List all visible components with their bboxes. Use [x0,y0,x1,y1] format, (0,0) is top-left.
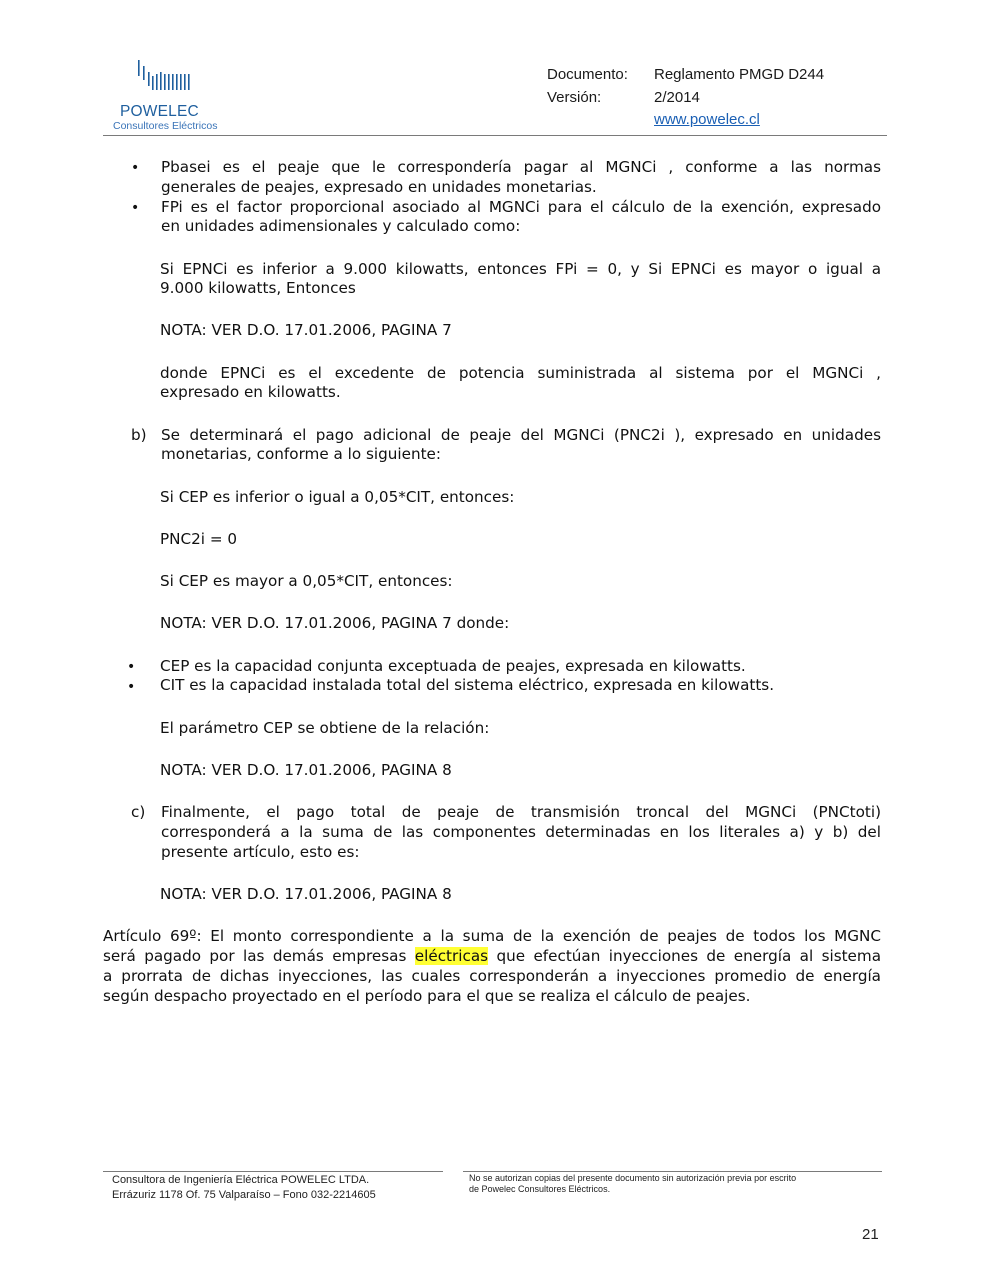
bullet-icon: • [131,200,140,216]
epnci-condition-line1: Si EPNCi es inferior a 9.000 kilowatts, entonces FPi = 0, y Si EPNCi es mayor o igual a [160,260,881,278]
bullet-icon: • [131,160,140,176]
articulo-69-line1: Artículo 69º: El monto correspondiente a la suma de la exención de peajes de todos los MGNC [103,927,881,945]
item-b-marker: b) [131,426,147,444]
footer-divider-left [103,1171,443,1172]
footer-notice-line2: de Powelec Consultores Eléctricos. [469,1184,611,1194]
logo-subtitle: Consultores Eléctricos [113,120,218,132]
articulo-69-line4: según despacho proyectado en el período para el que se realiza el cálculo de peajes. [103,987,751,1005]
item-c-line2: corresponderá a la suma de las componentes determinadas en los literales a) y b) del [161,823,881,841]
documento-label: Documento: [547,66,628,83]
header-divider [103,135,887,136]
articulo-69-line2 [103,946,881,966]
epnci-condition-line2: 9.000 kilowatts, Entonces [160,279,356,297]
articulo-69-line3: a prorrata de dichas inyecciones, las cuales corresponderán a inyecciones promedio de energía [103,967,881,985]
logo-bars-icon [136,60,196,96]
epnci-definition-line2: expresado en kilowatts. [160,383,341,401]
version-value: 2/2014 [654,89,700,106]
footer-divider-right [463,1171,882,1172]
footer-address: Errázuriz 1178 Of. 75 Valparaíso – Fono 032-2214605 [112,1189,376,1201]
website-link[interactable]: www.powelec.cl [654,111,760,128]
bullet-pbasei-line2: generales de peajes, expresado en unidades monetarias. [161,178,597,196]
page-number: 21 [862,1226,879,1243]
articulo-69-line2-end: que efectúan inyecciones de energía al sistema [496,947,882,965]
item-b-line1: Se determinará el pago adicional de peaje del MGNCi (PNC2i ), expresado en unidades [161,426,881,444]
cep-condition-1: Si CEP es inferior o igual a 0,05*CIT, entonces: [160,488,515,506]
bullet-icon: • [127,659,136,675]
nota-1: NOTA: VER D.O. 17.01.2006, PAGINA 7 [160,321,452,339]
cep-condition-2: Si CEP es mayor a 0,05*CIT, entonces: [160,572,453,590]
cep-relation: El parámetro CEP se obtiene de la relación: [160,719,490,737]
documento-value: Reglamento PMGD D244 [654,66,825,83]
item-c-line1: Finalmente, el pago total de peaje de transmisión troncal del MGNCi (PNCtoti) [161,803,881,821]
epnci-definition-line1: donde EPNCi es el excedente de potencia suministrada al sistema por el MGNCi , [160,364,881,382]
company-logo [110,58,230,136]
bullet-fpi-line1: FPi es el factor proporcional asociado al MGNCi para el cálculo de la exención, expresado [161,198,881,216]
logo-name: POWELEC [120,103,199,120]
footer-notice-line1: No se autorizan copias del presente documento sin autorización previa por escrito [469,1173,797,1183]
nota-4: NOTA: VER D.O. 17.01.2006, PAGINA 8 [160,885,452,903]
pnc2i-formula: PNC2i = 0 [160,530,238,548]
nota-3: NOTA: VER D.O. 17.01.2006, PAGINA 8 [160,761,452,779]
item-c-marker: c) [131,803,146,821]
version-label: Versión: [547,89,602,106]
bullet-pbasei-line1: Pbasei es el peaje que le correspondería pagar al MGNCi , conforme a las normas [161,158,881,176]
bullet-fpi-line2: en unidades adimensionales y calculado como: [161,217,521,235]
item-b-line2: monetarias, conforme a lo siguiente: [161,445,441,463]
articulo-69-line2-start: será pagado por las demás empresas [103,947,407,965]
item-c-line3: presente artículo, esto es: [161,843,360,861]
footer-company: Consultora de Ingeniería Eléctrica POWELEC LTDA. [112,1174,370,1186]
nota-2: NOTA: VER D.O. 17.01.2006, PAGINA 7 donde: [160,614,510,632]
bullet-icon: • [127,679,136,695]
bullet-cit: CIT es la capacidad instalada total del sistema eléctrico, expresada en kilowatts. [160,676,775,694]
bullet-cep: CEP es la capacidad conjunta exceptuada de peajes, expresada en kilowatts. [160,657,746,675]
highlighted-word: eléctricas [414,947,489,965]
